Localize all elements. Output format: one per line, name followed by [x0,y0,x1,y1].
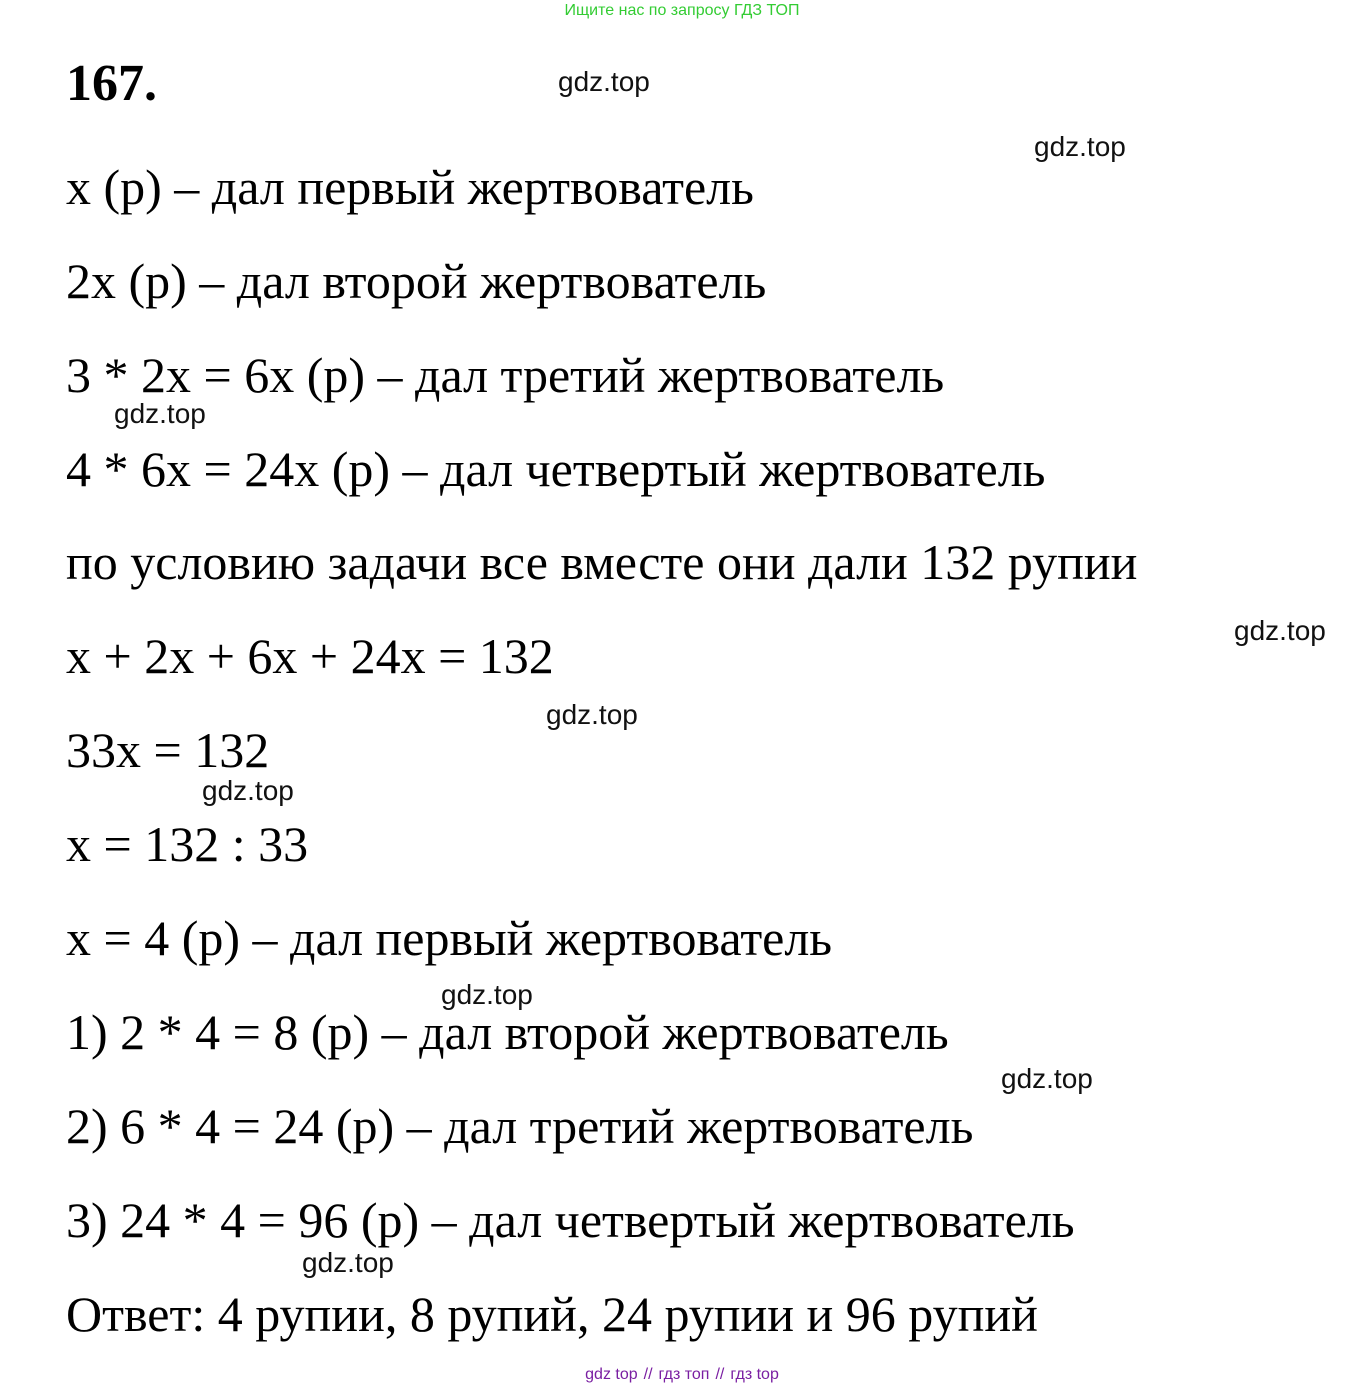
watermark: gdz.top [1234,615,1326,646]
solution-line-7: 33x = 132 [66,722,270,778]
solution-line-10: 1) 2 * 4 = 8 (р) – дал второй жертвователь [66,1004,949,1060]
watermark: gdz.top [558,66,650,97]
watermark: gdz.top [114,398,206,429]
solution-line-9: x = 4 (р) – дал первый жертвователь [66,910,833,966]
watermark: gdz.top [302,1247,394,1278]
solution-line-4: 4 * 6x = 24x (р) – дал четвертый жертвователь [66,441,1046,497]
solution-line-11: 2) 6 * 4 = 24 (р) – дал третий жертвователь [66,1098,974,1154]
footer-watermark [0,1366,1364,1384]
solution-line-6: x + 2x + 6x + 24x = 132 [66,628,554,684]
solution-line-2: 2x (р) – дал второй жертвователь [66,253,767,309]
watermark: gdz.top [441,979,533,1010]
solution-line-1: x (р) – дал первый жертвователь [66,159,754,215]
answer-line: Ответ: 4 рупии, 8 рупий, 24 рупии и 96 рупий [66,1286,1038,1342]
watermark: gdz.top [202,775,294,806]
solution-line-8: x = 132 : 33 [66,816,309,872]
watermark: gdz.top [1034,131,1126,162]
footer-part: гдз топ [658,1366,710,1383]
footer-separator: // [715,1366,725,1383]
watermark: gdz.top [1001,1063,1093,1094]
solution-line-5: по условию задачи все вместе они дали 132 рупии [66,534,1138,590]
solution-line-3: 3 * 2x = 6x (р) – дал третий жертвователь [66,347,945,403]
footer-part: gdz top [585,1366,638,1383]
footer-part: гдз top [730,1366,779,1383]
solution-line-12: 3) 24 * 4 = 96 (р) – дал четвертый жертвователь [66,1192,1075,1248]
problem-number: 167. [66,55,157,112]
footer-separator: // [643,1366,653,1383]
top-banner: Ищите нас по запросу ГДЗ ТОП [564,2,800,19]
watermark: gdz.top [546,699,638,730]
